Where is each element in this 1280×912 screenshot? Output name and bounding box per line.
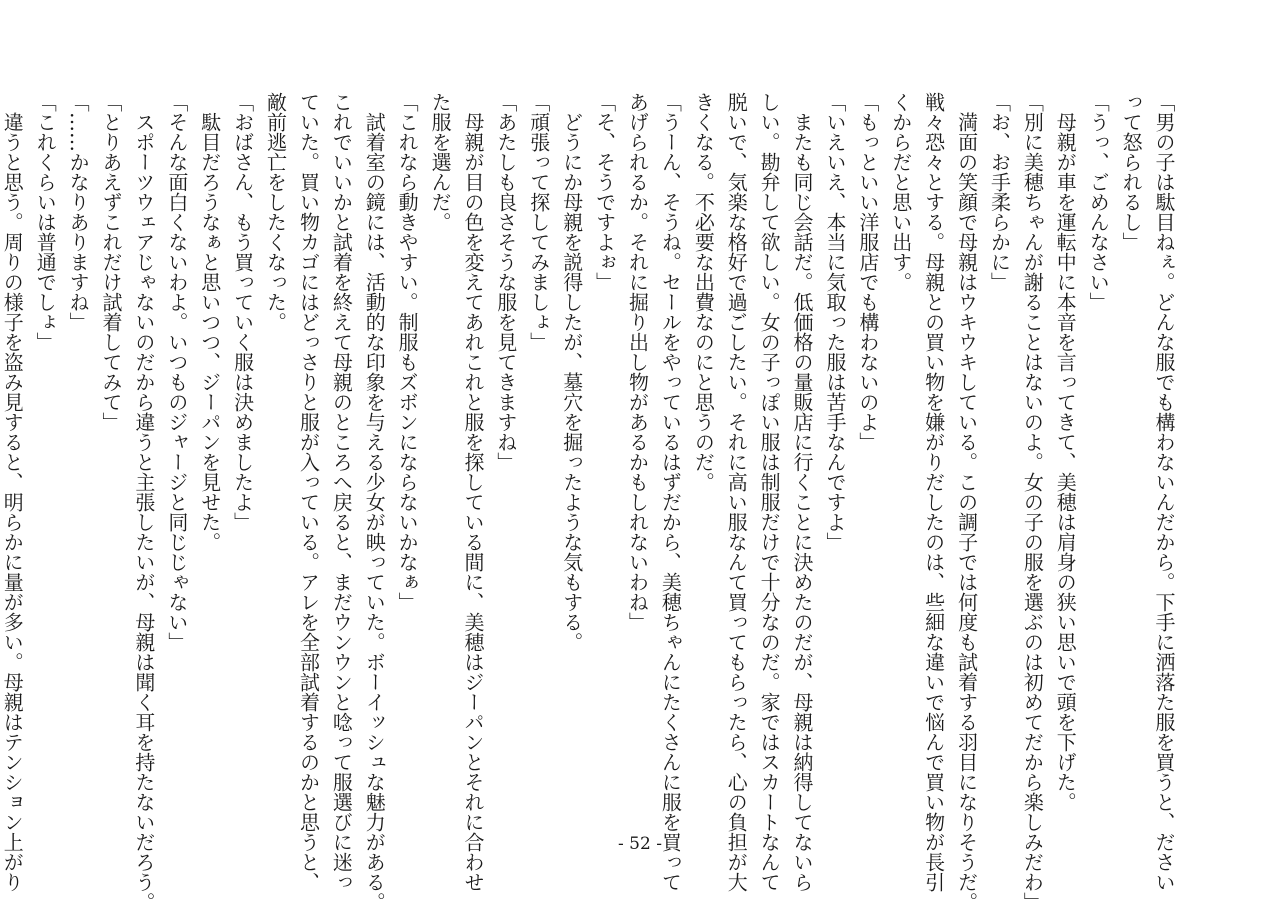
text-line: 「おばさん、もう買っていく服は決めましたよ」 bbox=[230, 92, 255, 532]
text-line: スポーツウェアじゃないのだから違うと主張したいが、母親は聞く耳を持たないだろう。 bbox=[131, 92, 156, 912]
text-line: 満面の笑顔で母親はウキウキしている。この調子では何度も試着する羽目になりそうだ。 bbox=[954, 92, 979, 912]
text-line: 「あたしも良さそうな服を見てきますね」 bbox=[493, 92, 518, 472]
text-line: 戦々恐々とする。母親との買い物を嫌がりだしたのは、些細な違いで悩んで買い物が長引 bbox=[921, 92, 946, 892]
page-number: - 52 - bbox=[618, 834, 662, 854]
text-line: 駄目だろうなぁと思いつつ、ジーパンを見せた。 bbox=[197, 92, 222, 552]
text-line: 「もっといい洋服店でも構わないのよ」 bbox=[855, 92, 880, 452]
text-line: 「これなら動きやすい。制服もズボンにならないかなぁ」 bbox=[395, 92, 420, 612]
text-line: しい。勘弁して欲しい。女の子っぽい服は制服だけで十分なのだ。家ではスカートなんて bbox=[757, 92, 782, 892]
text-line: ていた。買い物カゴにはどっさりと服が入っている。アレを全部試着するのかと思うと、 bbox=[296, 92, 321, 892]
text-line: くからだと思い出す。 bbox=[888, 92, 913, 292]
text-line: 「これくらいは普通でしょ」 bbox=[33, 92, 58, 352]
text-line: 敵前逃亡をしたくなった。 bbox=[263, 92, 288, 332]
text-line: 「そんな面白くないわよ。いつものジャージと同じじゃない」 bbox=[164, 92, 189, 652]
text-line: どうにか母親を説得したが、墓穴を掘ったような気もする。 bbox=[559, 92, 584, 652]
text-line: 「別に美穂ちゃんが謝ることはないのよ。女の子の服を選ぶのは初めてだから楽しみだわ」 bbox=[1020, 92, 1045, 912]
text-line: あげられるか。それに掘り出し物があるかもしれないわね」 bbox=[625, 92, 650, 632]
text-line: 違うと思う。周りの様子を盗み見すると、明らかに量が多い。母親はテンション上がり bbox=[0, 92, 25, 892]
text-line: 「いえいえ、本当に気取った服は苦手なんですよ」 bbox=[822, 92, 847, 552]
text-line: 母親が目の色を変えてあれこれと服を探している間に、美穂はジーパンとそれに合わせ bbox=[460, 92, 485, 892]
text-line: 「うーん、そうね。セールをやっているはずだから、美穂ちゃんにたくさんに服を買って bbox=[658, 92, 683, 892]
text-line: きくなる。不必要な出費なのにと思うのだ。 bbox=[691, 92, 716, 492]
text-line: 試着室の鏡には、活動的な印象を与える少女が映っていた。ボーイッシュな魅力がある。 bbox=[362, 92, 387, 912]
text-line: 「そ、そうですよぉ」 bbox=[592, 92, 617, 292]
text-line: 「お、お手柔らかに」 bbox=[987, 92, 1012, 292]
text-line: 脱いで、気楽な格好で過ごしたい。それに高い服なんて買ってもらったら、心の負担が大 bbox=[724, 92, 749, 892]
text-line: またも同じ会話だ。低価格の量販店に行くことに決めたのだが、母親は納得してないら bbox=[790, 92, 815, 892]
text-line: って怒られるし」 bbox=[1119, 92, 1144, 252]
text-line: 「……かなりありますね」 bbox=[66, 92, 91, 332]
text-line: 「うっ、ごめんなさい」 bbox=[1086, 92, 1111, 312]
text-line: た服を選んだ。 bbox=[428, 92, 453, 232]
text-line: 「頑張って探してみましょ」 bbox=[526, 92, 551, 352]
text-line: 「男の子は駄目ねぇ。どんな服でも構わないんだから。下手に洒落た服を買うと、ださい bbox=[1152, 92, 1176, 892]
text-line: 母親が車を運転中に本音を言ってきて、美穂は肩身の狭い思いで頭を下げた。 bbox=[1053, 92, 1078, 812]
text-line: 「とりあえずこれだけ試着してみて」 bbox=[99, 92, 123, 432]
text-line: これでいいかと試着を終えて母親のところへ戻ると、まだウンウンと唸って服選びに迷っ bbox=[329, 92, 354, 892]
